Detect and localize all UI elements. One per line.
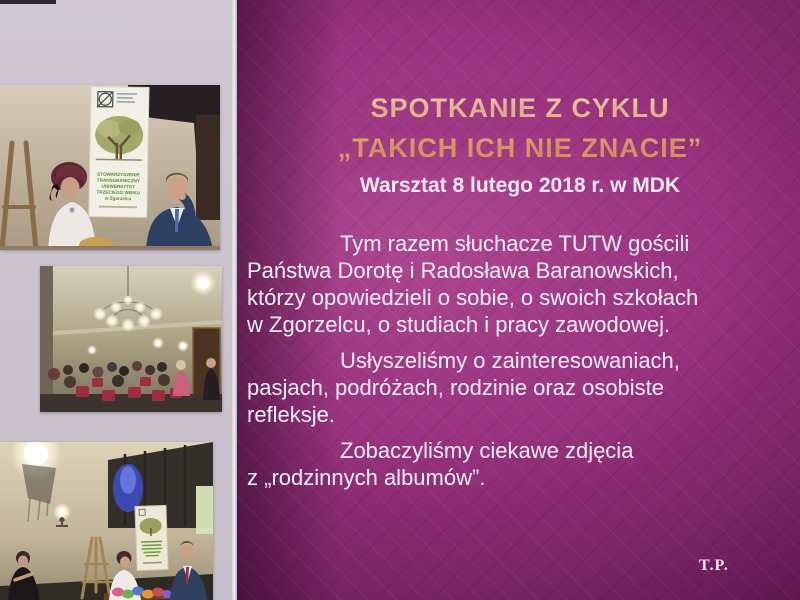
dark-curtain — [196, 115, 220, 220]
title-line-2: „TAKICH ICH NIE ZNACIE” — [337, 133, 703, 163]
photo-column — [0, 0, 237, 600]
photo-speakers — [0, 85, 220, 250]
body-line: pasjach, podróżach, rodzinie oraz osobiste — [247, 375, 665, 400]
paragraph-1 — [247, 230, 793, 338]
body-line: Tym razem słuchacze TUTW gościli — [340, 231, 690, 256]
photo-edge-sliver — [0, 0, 56, 4]
attribution-initials: T.P. — [699, 557, 729, 574]
body-line: Zobaczyliśmy ciekawe zdjęcia — [340, 438, 634, 463]
title-line-1: SPOTKANIE Z CYKLU — [370, 93, 670, 123]
body-line: którzy opowiedzieli o sobie, o swoich szkołach — [247, 285, 699, 310]
svg-text:STOWARZYSZENIE: STOWARZYSZENIE — [97, 171, 140, 178]
slide-content — [247, 0, 793, 500]
tutw-banner-small — [135, 505, 168, 570]
body-line: z „rodzinnych albumów”. — [247, 465, 486, 490]
body-line: refleksje. — [247, 402, 336, 427]
paragraph-3 — [247, 437, 793, 491]
slide-body — [247, 230, 793, 491]
projection-screen — [196, 486, 213, 534]
svg-text:TRANSGRANICZNY: TRANSGRANICZNY — [96, 177, 140, 184]
svg-text:w Zgorzelcu: w Zgorzelcu — [104, 195, 132, 202]
left-pillar — [40, 266, 53, 412]
body-line: Usłyszeliśmy o zainteresowaniach, — [340, 348, 680, 373]
slide-subtitle: Warsztat 8 lutego 2018 r. w MDK — [359, 174, 681, 197]
body-line: w Zgorzelcu, o studiach i pracy zawodowej. — [247, 312, 671, 337]
photo-stage — [0, 442, 213, 600]
tutw-banner — [89, 86, 149, 217]
body-line: Państwa Dorotę i Radosława Baranowskich, — [247, 258, 679, 283]
svg-text:TRZECIEGO WIEKU: TRZECIEGO WIEKU — [96, 189, 140, 196]
paragraph-2 — [247, 347, 793, 428]
photo-audience — [40, 266, 222, 412]
svg-text:UNIWERSYTET: UNIWERSYTET — [101, 183, 136, 190]
slide-title — [247, 88, 793, 168]
table-edge — [0, 246, 220, 250]
